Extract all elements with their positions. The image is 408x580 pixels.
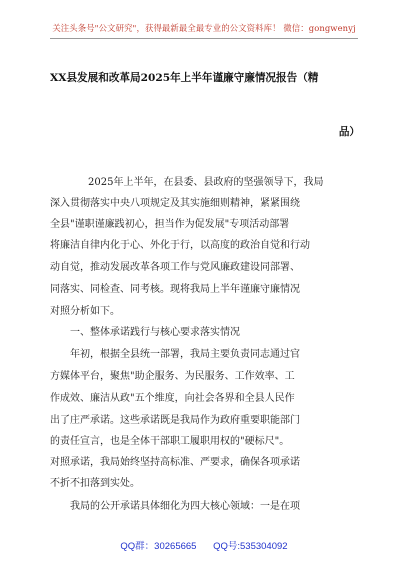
paragraph-line: 深入贯彻落实中央八项规定及其实施细则精神，紧紧围绕 [50,198,300,209]
header-divider [50,38,358,39]
paragraph-line: 2025年上半年，在县委、县政府的坚强领导下，我局 [88,177,324,188]
header-banner: 关注头条号"公文研究"，获得最新最全最专业的公文资料库！ 微信：gongwenyj [52,23,356,33]
paragraph-line: 同落实、同检查、同考核。现将我局上半年谨廉守廉情况 [50,284,300,295]
qq-group-label: QQ群：30265665 [120,541,197,552]
paragraph-line: 方媒体平台，聚焦"助企服务、为民服务、工作效率、工 [50,371,295,382]
paragraph-line: 将廉洁自律内化于心、外化于行，以高度的政治自觉和行动 [50,240,310,251]
paragraph-line: 作成效、廉洁从政"五个维度，向社会各界和全县人民作 [50,393,295,404]
document-title: XX县发展和改革局2025年上半年谨廉守廉情况报告（精 [50,72,319,84]
paragraph-line: 全县"谨职谨廉践初心，担当作为促发展"专项活动部署 [50,219,290,230]
section-heading: 一、整体承诺践行与核心要求落实情况 [70,327,240,338]
paragraph-line: 年初，根据全县统一部署，我局主要负责同志通过官 [70,349,300,360]
paragraph-line: 我局的公开承诺具体细化为四大核心领域：一是在项 [70,501,300,512]
paragraph-line: 不折不扣落到实处。 [50,478,140,489]
paragraph-line: 出了庄严承诺。这些承诺既是我局作为政府重要职能部门 [50,415,300,426]
paragraph-line: 对照承诺，我局始终坚持高标准、严要求，确保各项承诺 [50,457,300,468]
document-title-continued: 品） [338,126,360,138]
paragraph-line: 对照分析如下。 [50,306,120,317]
paragraph-line: 的责任宣言，也是全体干部职工履职用权的"硬标尺"。 [50,436,290,447]
paragraph-line: 动自觉，推动发展改革各项工作与党风廉政建设同部署、 [50,262,300,273]
qq-number-label: QQ号:535304092 [213,541,288,552]
footer-contact [0,538,408,552]
